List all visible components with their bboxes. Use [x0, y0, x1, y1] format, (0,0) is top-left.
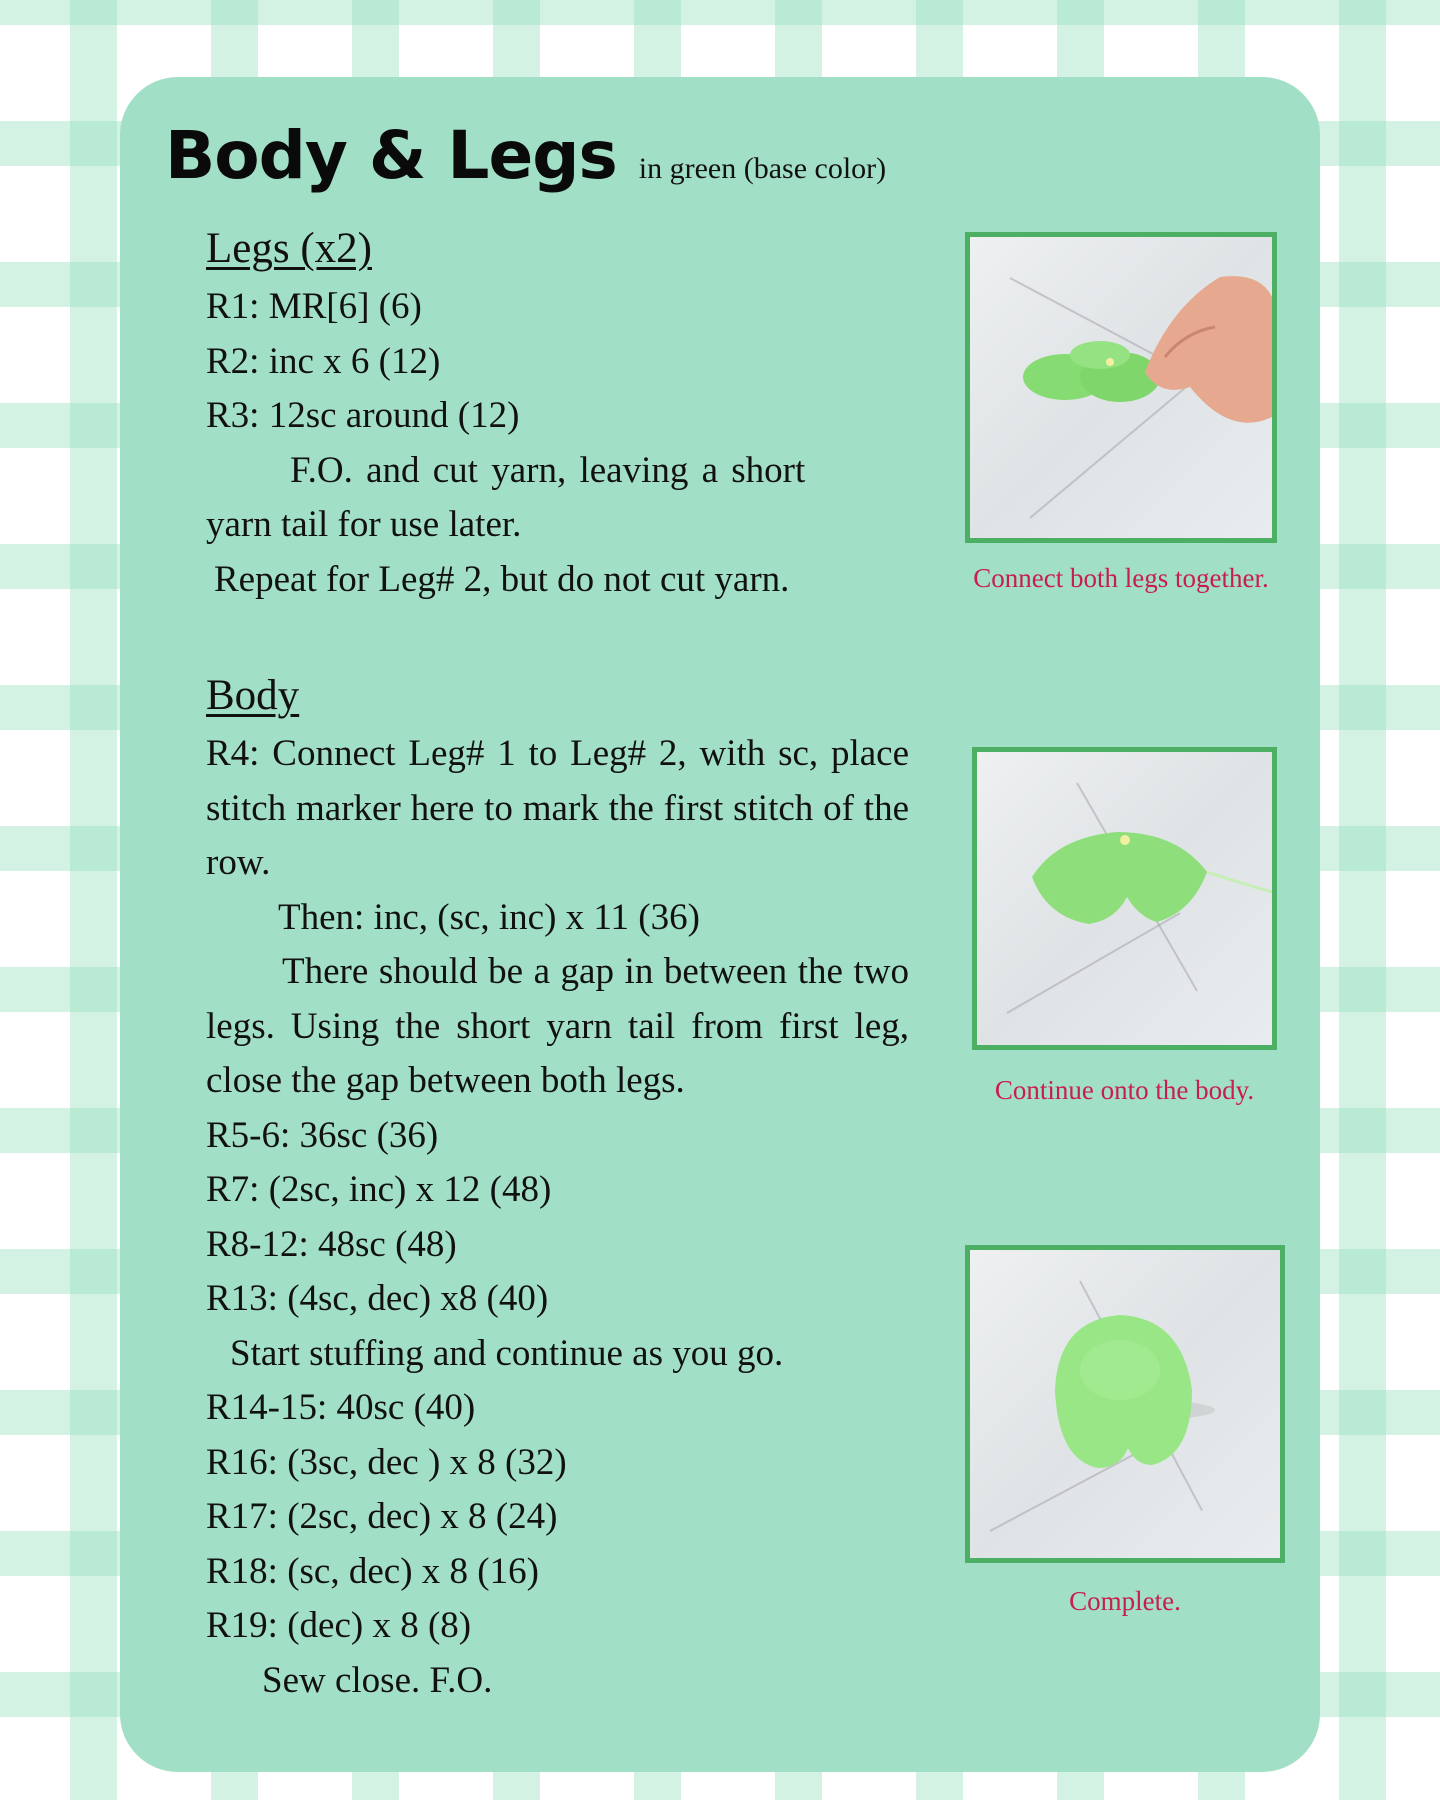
pattern-row: R18: (sc, dec) x 8 (16): [206, 1550, 539, 1592]
pattern-row: R16: (3sc, dec ) x 8 (32): [206, 1441, 567, 1483]
photo-connect-legs: [965, 232, 1277, 543]
pattern-row: R17: (2sc, dec) x 8 (24): [206, 1496, 558, 1537]
pattern-row: R1: MR[6] (6): [206, 286, 422, 327]
yarn-body-base-image: [977, 752, 1272, 1045]
yarn-complete-body-image: [970, 1250, 1280, 1558]
pattern-row: R3: 12sc around (12): [206, 395, 520, 436]
pattern-card: [120, 77, 1320, 1772]
pattern-row: R5-6: 36sc (36): [206, 1114, 439, 1156]
pattern-row: R8-12: 48sc (48): [206, 1223, 457, 1265]
title-row: [165, 117, 886, 194]
pattern-note: Repeat for Leg# 2, but do not cut yarn.: [214, 558, 790, 600]
body-heading: Body: [206, 672, 300, 719]
legs-heading: Legs (x2): [206, 225, 372, 272]
pattern-row: R13: (4sc, dec) x8 (40): [206, 1278, 549, 1319]
pattern-row: R2: inc x 6 (12): [206, 340, 441, 382]
pattern-note: F.O. and cut yarn, leaving a short: [290, 449, 806, 491]
pattern-row: R19: (dec) x 8 (8): [206, 1605, 472, 1646]
page-subtitle: in green (base color): [638, 152, 887, 185]
pattern-row: Then: inc, (sc, inc) x 11 (36): [278, 896, 700, 938]
photo-complete: [965, 1245, 1285, 1563]
legs-section: [206, 222, 906, 607]
pattern-row: R7: (2sc, inc) x 12 (48): [206, 1169, 552, 1210]
photo-caption: Continue onto the body.: [994, 1075, 1255, 1105]
pattern-note: yarn tail for use later.: [206, 504, 522, 545]
pattern-row: R14-15: 40sc (40): [206, 1387, 476, 1428]
photo-caption: Complete.: [1069, 1586, 1181, 1616]
pattern-note: Start stuffing and continue as you go.: [230, 1332, 784, 1374]
photo-continue-body: [972, 747, 1277, 1050]
photo-caption: Connect both legs together.: [973, 563, 1269, 593]
pattern-note: Sew close. F.O.: [262, 1659, 493, 1701]
pattern-note: There should be a gap in between the two legs. Using the short yarn tail from first leg, close the gap between both legs.: [206, 951, 909, 1101]
body-section: [206, 669, 909, 1708]
pattern-row: R4: Connect Leg# 1 to Leg# 2, with sc, place stitch marker here to mark the first stitch of the row.: [206, 733, 909, 883]
page-title: Body & Legs: [165, 117, 617, 194]
yarn-legs-image: [970, 237, 1272, 538]
